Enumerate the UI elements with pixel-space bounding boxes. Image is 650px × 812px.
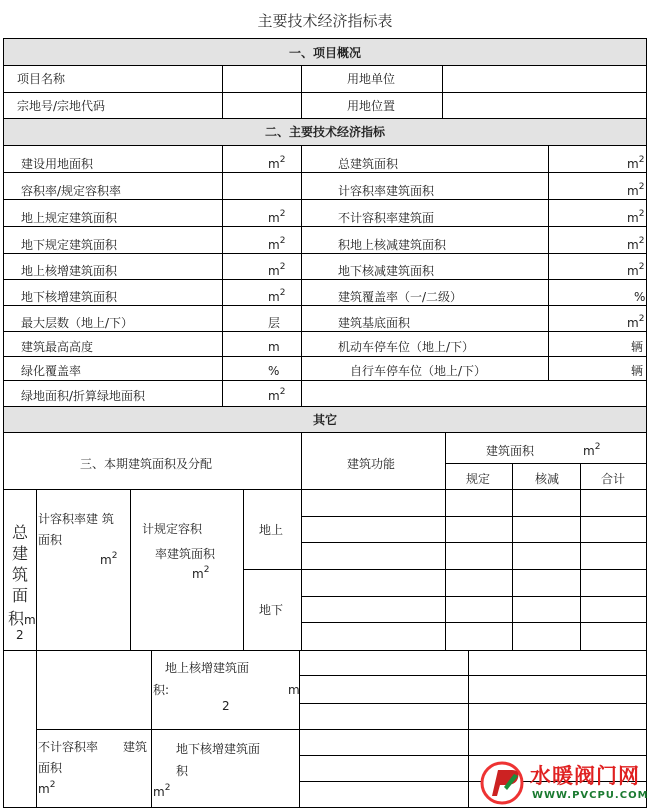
rule	[3, 199, 647, 200]
noncount-unit: $m^2$	[38, 780, 56, 796]
indicator-unit: $m^2$	[627, 182, 645, 198]
indicator-unit: %	[634, 290, 646, 304]
rule	[301, 432, 302, 650]
add-above-unit: m	[288, 683, 300, 697]
rule	[445, 463, 647, 464]
add-above-label-2: 积:	[153, 683, 170, 697]
indicator-unit: %	[268, 364, 280, 378]
indicator-label: 积地上核减建筑面积	[338, 238, 447, 252]
watermark	[478, 756, 648, 810]
indicator-label: 自行车停车位（地上/下）	[350, 364, 487, 378]
add-above-label: 地上核增建筑面	[165, 661, 250, 675]
indicator-label: 容积率/规定容积率	[21, 184, 122, 198]
rule	[36, 489, 37, 808]
rule-far-label: 计规定容积	[142, 522, 203, 536]
rule	[442, 65, 443, 118]
add-above-sup: 2	[222, 699, 230, 713]
watermark-logo-icon	[478, 756, 526, 808]
rule	[3, 226, 647, 227]
rule	[3, 489, 647, 490]
overview-label-parcel-code: 宗地号/宗地代码	[17, 99, 106, 113]
rule	[301, 65, 302, 118]
indicator-label: 机动车停车位（地上/下）	[338, 340, 475, 354]
rule	[548, 145, 549, 381]
rule	[3, 331, 647, 332]
indicator-label: 地上核增建筑面积	[21, 264, 118, 278]
rule	[3, 356, 647, 357]
indicator-label: 总建筑面积	[338, 157, 399, 171]
col-header-total: 合计	[601, 472, 626, 486]
overview-label-land-location: 用地位置	[347, 99, 396, 113]
rule	[3, 406, 647, 407]
rule	[243, 569, 647, 570]
rule-far-label-2: 率建筑面积	[155, 547, 216, 561]
rule	[3, 305, 647, 306]
indicator-label: 建筑基底面积	[338, 316, 411, 330]
watermark-name: 水暖阀门网	[530, 764, 640, 788]
add-below-label: 地下核增建筑面	[176, 742, 261, 756]
add-below-label-2: 积	[176, 764, 189, 778]
section3-title: 三、本期建筑面积及分配	[80, 457, 213, 471]
rule	[299, 675, 647, 676]
rule-far-unit: $m^2$	[192, 565, 210, 581]
rule	[130, 489, 131, 650]
indicator-label: 地上规定建筑面积	[21, 211, 118, 225]
col-header-rule: 规定	[466, 472, 491, 486]
rule	[3, 650, 647, 651]
total-area-unit-sup: 2	[16, 628, 24, 642]
section-title-other: 其它	[312, 413, 337, 427]
function-header: 建筑功能	[347, 457, 396, 471]
indicator-unit: $m^2$	[627, 314, 645, 330]
indicator-unit: m	[268, 340, 280, 354]
rule	[301, 542, 647, 543]
counted-far-label: 计容积率建 筑	[38, 512, 114, 526]
above-ground-label: 地上	[259, 523, 284, 537]
rule	[222, 145, 223, 406]
rule	[3, 279, 647, 280]
total-area-last-char: 积m	[8, 609, 36, 628]
noncount-label: 不计容积率	[38, 740, 99, 754]
indicator-label: 最大层数（地上/下）	[21, 316, 134, 330]
indicator-label: 绿化覆盖率	[21, 364, 82, 378]
indicator-unit: 辆	[631, 340, 644, 354]
rule	[301, 145, 302, 406]
rule	[299, 703, 647, 704]
indicator-unit: $m^2$	[268, 155, 286, 171]
rule	[243, 489, 244, 650]
indicator-label: 地下规定建筑面积	[21, 238, 118, 252]
rule	[3, 380, 647, 381]
indicator-label: 建筑覆盖率（一/二级）	[338, 290, 463, 304]
rule	[3, 253, 647, 254]
indicator-label: 建设用地面积	[21, 157, 94, 171]
indicator-unit: $m^2$	[627, 236, 645, 252]
indicator-unit: $m^2$	[268, 262, 286, 278]
indicator-unit: $m^2$	[268, 288, 286, 304]
total-area-vertical-label: 总 建 筑 面	[11, 523, 28, 605]
indicator-label: 地下核增建筑面积	[21, 290, 118, 304]
rule	[3, 92, 647, 93]
rule	[301, 596, 647, 597]
rule	[36, 729, 647, 730]
indicator-unit: 层	[268, 316, 281, 330]
page-title: 主要技术经济指标表	[257, 12, 393, 30]
watermark-url: WWW.PVCPU.COM	[532, 790, 649, 801]
rule	[3, 432, 647, 433]
section-title-indicators: 二、主要技术经济指标	[264, 125, 385, 139]
indicator-unit: $m^2$	[627, 262, 645, 278]
rule	[301, 622, 647, 623]
noncount-label-2: 面积	[38, 761, 63, 775]
indicator-unit: $m^2$	[268, 387, 286, 403]
indicator-label: 地下核减建筑面积	[338, 264, 435, 278]
rule	[445, 432, 446, 650]
indicator-label: 计容积率建筑面积	[338, 184, 435, 198]
col-header-reduce: 核减	[535, 472, 560, 486]
indicator-label: 不计容积率建筑面	[338, 211, 435, 225]
noncount-label-building: 建筑	[123, 740, 148, 754]
rule	[222, 65, 223, 118]
below-ground-label: 地下	[259, 603, 284, 617]
rule	[3, 65, 647, 66]
overview-label-project-name: 项目名称	[17, 72, 66, 86]
rule	[3, 145, 647, 146]
add-below-unit: $m^2$	[153, 783, 171, 799]
indicator-label: 建筑最高高度	[21, 340, 94, 354]
indicator-unit: $m^2$	[268, 236, 286, 252]
counted-far-label-2: 面积	[38, 533, 63, 547]
counted-far-unit: $m^2$	[100, 551, 118, 567]
indicator-unit: $m^2$	[627, 155, 645, 171]
indicator-unit: $m^2$	[268, 209, 286, 225]
area-unit: $m^2$	[583, 442, 601, 458]
overview-label-land-unit: 用地单位	[347, 72, 396, 86]
indicator-label: 绿地面积/折算绿地面积	[21, 389, 146, 403]
indicator-unit: $m^2$	[627, 209, 645, 225]
indicator-unit: 辆	[631, 364, 644, 378]
section-title-overview: 一、项目概况	[288, 46, 361, 60]
rule	[301, 516, 647, 517]
rule	[3, 172, 647, 173]
rule	[3, 118, 647, 119]
area-header: 建筑面积	[486, 444, 535, 458]
